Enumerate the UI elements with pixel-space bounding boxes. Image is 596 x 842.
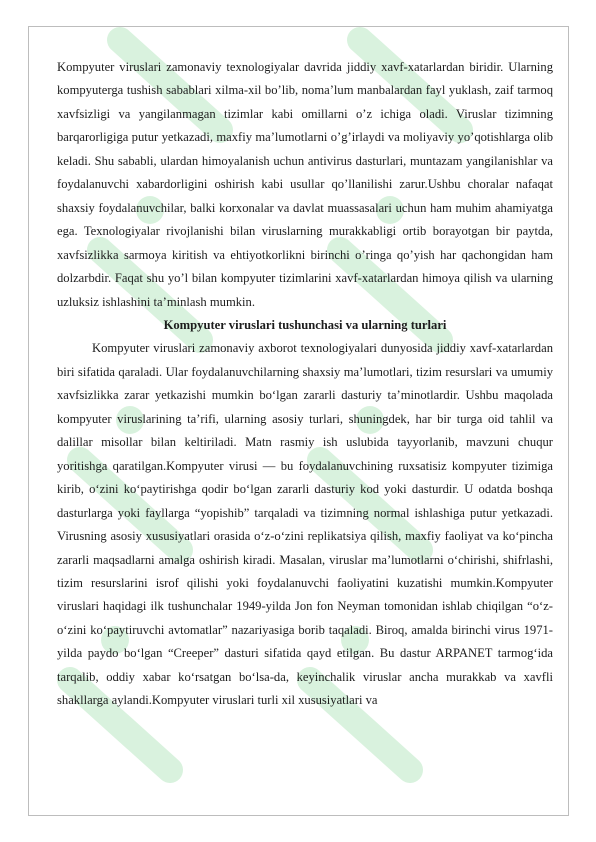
- intro-paragraph: Kompyuter viruslari zamonaviy texnologiyalar davrida jiddiy xavf-xatarlardan biridir. Ularning kompyuterga tushish sabablari xilma-xil bo’lib, noma’lum manbalardan fayl yuklash, zaif tarmoq xavfsizligi va yangilanmagan tizimlar kabi omillarni o’z ichiga oladi. Viruslar tizimning barqarorligiga putur yetkazadi, maxfiy ma’lumotlarni o’g’irlaydi va moliyaviy yo’qotishlarga olib keladi. Shu sababli, ulardan himoyalanish uchun antivirus dasturlari, muntazam yangilanishlar va foydalanuvchi xabardorligini oshirish kabi usullar qo’llanilishi zarur.Ushbu choralar nafaqat shaxsiy foydalanuvchilar, balki korxonalar va davlat muassasalari uchun ham muhim ahamiyatga ega. Texnologiyalar rivojlanishi bilan viruslarning murakkabligi ortib borayotgan bir paytda, xavfsizlikka sarmoya kiritish va ehtiyotkorlikni birinchi o’ringa qo’yish har qachongidan ham dolzarbdir. Faqat shu yo’l bilan kompyuter tizimlarini xavf-xatarlardan himoya qilish va ularning uzluksiz ishlashini ta’minlash mumkin.: [57, 60, 553, 309]
- section-heading: Kompyuter viruslari tushunchasi va ularning turlari: [163, 317, 447, 332]
- document-body: [57, 56, 553, 713]
- body-paragraph: Kompyuter viruslari zamonaviy axborot texnologiyalari dunyosida jiddiy xavf-xatarlardan biri sifatida qaraladi. Ular foydalanuvchilarning shaxsiy ma’lumotlari, tizim resurslari va umumiy xavfsizlikka zarar yetkazishi mumkin bo‘lgan zararli dasturiy ta’minotlardir. Ushbu maqolada kompyuter viruslarining ta’rifi, ularning asosiy turlari, shuningdek, har bir turga oid tahlil va dalillar misollar bilan keltiriladi. Matn rasmiy ish uslubida tayyorlanib, mavzuni chuqur yoritishga qaratilgan.Kompyuter virusi — bu foydalanuvchining ruxsatisiz kompyuter tizimiga kirib, o‘zini ko‘paytirishga qodir bo‘lgan zararli dasturiy kod yoki dasturdir. U odatda boshqa dasturlarga yoki fayllarga “yopishib” tarqaladi va tizimning normal ishlashiga putur yetkazadi. Virusning asosiy xususiyatlari orasida o‘z-o‘zini replikatsiya qilish, maxfiy faoliyat va ko‘pincha zararli maqsadlarni amalga oshirish kiradi. Masalan, viruslar ma’lumotlarni o‘chirishi, shifrlashi, tizim resurslarini isrof qilishi yoki foydalanuvchi faoliyatini kuzatishi mumkin.Kompyuter viruslari haqidagi ilk tushunchalar 1949-yilda Jon fon Neyman tomonidan ishlab chiqilgan “o‘z-o‘zini ko‘paytiruvchi avtomatlar” nazariyasiga borib taqaladi. Biroq, amalda birinchi virus 1971-yilda paydo bo‘lgan “Creeper” dasturi sifatida qayd etilgan. Bu dastur ARPANET tarmog‘ida tarqalib, oddiy xabar ko‘rsatgan bo‘lsa-da, keyinchalik viruslar ancha murakkab va xavfli shakllarga aylandi.Kompyuter viruslari turli xil xususiyatlari va: [57, 341, 553, 708]
